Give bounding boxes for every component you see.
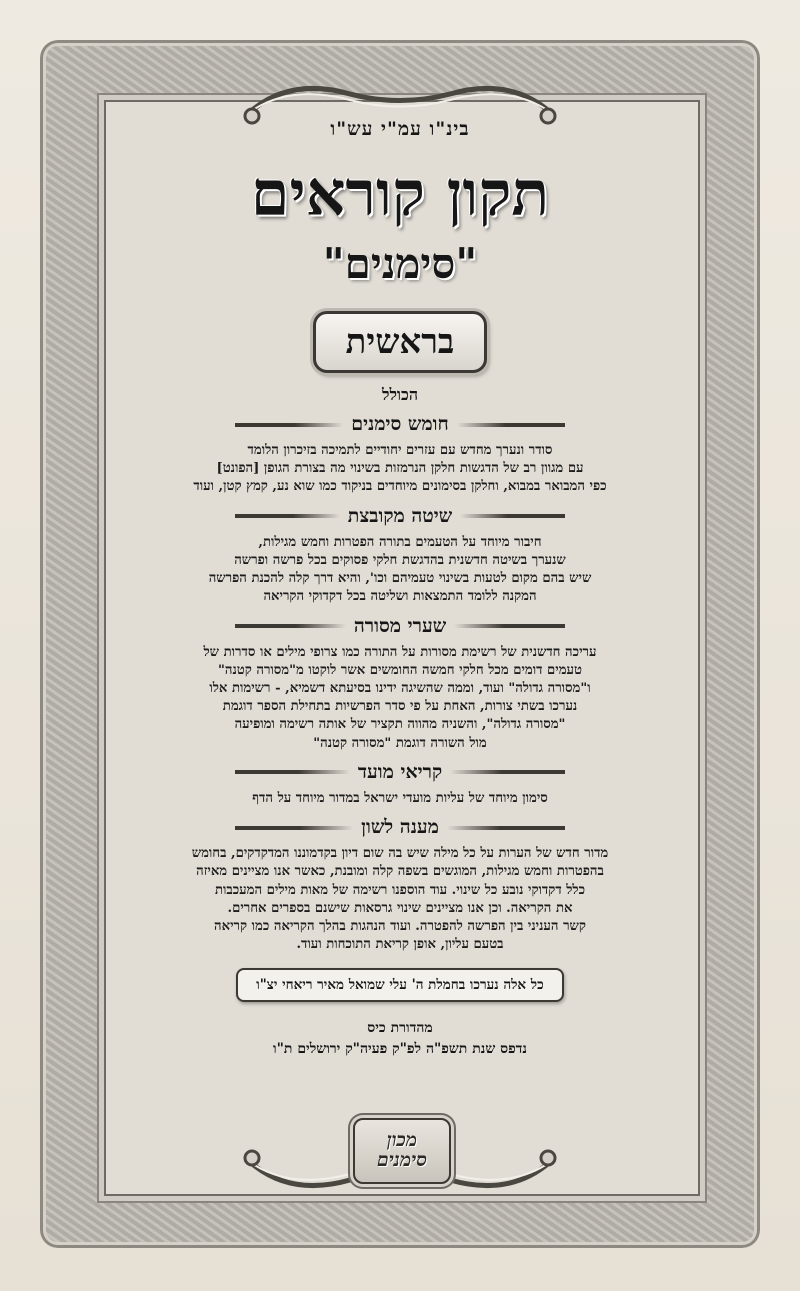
section-title: מענה לשון [361, 816, 439, 839]
section-title: שערי מסורה [353, 614, 447, 637]
section-line: מול השורה דוגמת "מסורה קטנה" [313, 735, 487, 751]
section-heading [235, 413, 565, 436]
section-line: חיבור מיוחד על הטעמים בתורה הפטרות וחמש מגילות, [258, 534, 542, 550]
credit-box: כל אלה נערכו בחמלת ה' עלי שמואל מאיר ריאחי יצ"ו [236, 968, 563, 1002]
top-line: בינ"ו עמ"י עש"ו [330, 118, 470, 140]
section-heading [235, 816, 565, 839]
section-line: את הקריאה. וכן אנו מציינים שינוי גרסאות שישנם בספרים אחרים. [227, 900, 573, 916]
heading-rule [235, 514, 340, 518]
heading-rule [454, 624, 565, 628]
section-title: חומש סימנים [351, 413, 449, 435]
section-title: שיטה מקובצת [347, 504, 453, 527]
section-line: ו"מסורה גדולה" ועוד, וממה שהשיגה ידינו בסיעתא דשמיא, - רשימות אלו [209, 680, 591, 696]
section-body [124, 534, 676, 607]
section-line: עריכה חדשנית של רשימת מסורות על התורה כמו צרופי מילים או סדרות של [203, 644, 597, 660]
section-line: עם מגוון רב של הדגשות חלקן הנרמזות בשינוי מה בצורת הגופן [הפונט] [216, 461, 584, 477]
heading-rule [235, 770, 350, 774]
heading-rule [447, 826, 565, 830]
section-line: שיש בהם מקום לטעות בשינוי טעמיהם וכו', והיא דרך קלה להכנת הפרשה [208, 571, 592, 587]
section-line: סודר ונערך מחדש עם עזרים יחודיים לתמיכה בזיכרון הלומד [247, 443, 553, 458]
section-line: כלל דקדוקי נובע כל שינוי. עוד הוספנו רשימה של מאות מילים המעכבות [214, 882, 586, 898]
heading-rule [235, 826, 353, 830]
section-shaarei-masora [124, 615, 676, 753]
section-line: טעמים דומים מכל חלקי חמשה החומשים אשר לוקטו מ"מסורה קטנה" [218, 662, 582, 678]
heading-rule [235, 624, 346, 628]
section-line: בטעם עליון, אופן קריאת התוכחות ועוד. [296, 937, 504, 953]
section-line: מדור חדש של הערות על כל מילה שיש בה שום דיון בקדמוננו המדקדקים, בחומש [191, 846, 609, 862]
section-kriei-moed [124, 761, 676, 808]
heading-rule [460, 514, 565, 518]
heading-rule [450, 770, 565, 774]
section-line: סימון מיוחד של עליות מועדי ישראל במדור מיוחד על הדף [252, 790, 548, 806]
section-heading [235, 505, 565, 528]
section-line: נערכו בשתי צורות, האחת על פי סדר הפרשיות בתחילת הספר דוגמת [222, 699, 578, 715]
heading-rule [457, 423, 565, 427]
edition-type: מהדורת כיס [367, 1020, 433, 1037]
sub-title: "סימנים" [322, 239, 478, 288]
cover-content [124, 110, 676, 1060]
print-info: נדפס שנת תשפ"ה לפ"ק פעיה"ק ירושלים ת"ו [273, 1041, 527, 1058]
heading-rule [235, 423, 343, 427]
publisher-logo [353, 1118, 451, 1184]
includes-label: הכולל [381, 385, 419, 404]
section-line: כפי המבואר במבוא, וחלקן בסימונים מיוחדים בניקוד כמו שוא נע, קמץ קטן, ועוד [193, 479, 607, 495]
main-title: תקון קוראים [250, 157, 550, 230]
section-line: קשר העניני בין הפרשה להפטרה. ועוד הנהגות בהלך הקריאה כמו קריאה [214, 918, 586, 934]
edition-info [124, 1018, 676, 1060]
section-body [124, 790, 676, 808]
book-name-box: בראשית [313, 311, 488, 373]
section-line: "מסורה גדולה", והשניה מהווה תקציר של אותה רשימה ומופיעה [234, 717, 566, 733]
section-body [124, 442, 676, 497]
section-line: שנערך בשיטה חדשנית בהדגשת חלקי פסוקים בכל פרשה ופרשה [234, 552, 566, 568]
section-maane-lashon [124, 816, 676, 954]
section-title: קריאי מועד [357, 760, 443, 783]
section-heading [235, 615, 565, 638]
section-line: המקנה ללומד התמצאות ושליטה בכל דקדוקי הקריאה [263, 589, 537, 605]
section-body [124, 644, 676, 753]
section-shita-mekubetzet [124, 505, 676, 607]
section-heading [235, 761, 565, 784]
logo-line: סימנים [376, 1149, 428, 1171]
section-body [124, 845, 676, 954]
section-chumash-simanim [124, 413, 676, 497]
section-line: בהפטרות וחמש מגילות, המוגשים בשפה קלה ומובנת, כאשר אנו מציינים מאיזה [196, 864, 604, 880]
logo-line: מכון [386, 1129, 418, 1152]
